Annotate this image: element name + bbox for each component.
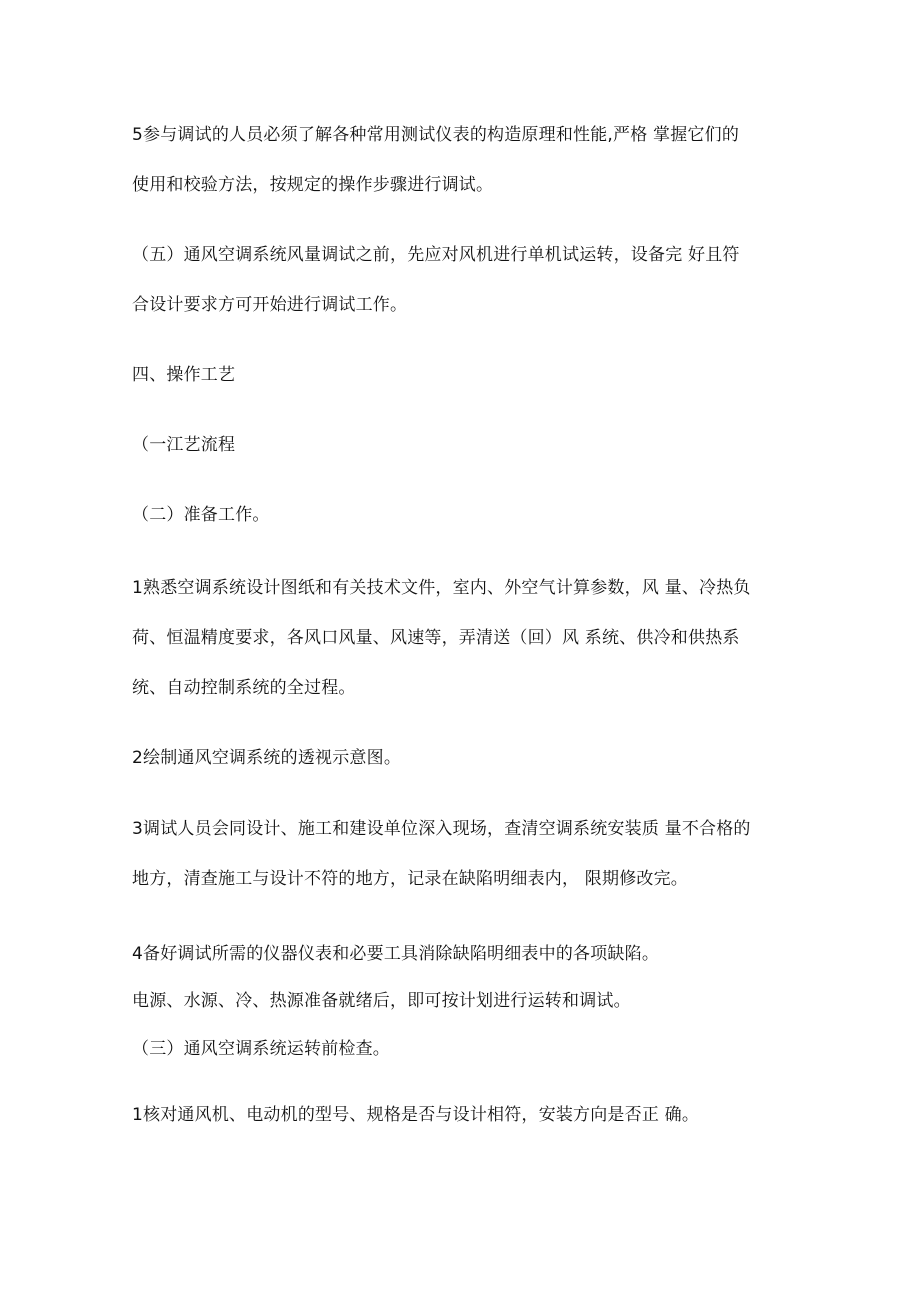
text-line: 3调试人员会同设计、施工和建设单位深入现场，查清空调系统安装质 量不合格的 — [132, 819, 751, 839]
text-line: 使用和校验方法，按规定的操作步骤进行调试。 — [132, 175, 494, 195]
text-line: （五）通风空调系统风量调试之前，先应对风机进行单机试运转，设备完 好且符 — [132, 245, 740, 265]
text-line: 5参与调试的人员必须了解各种常用测试仪表的构造原理和性能,严格 掌握它们的 — [132, 125, 740, 145]
text-line: 1核对通风机、电动机的型号、规格是否与设计相符，安装方向是否正 确。 — [132, 1105, 700, 1125]
text-line: 统、自动控制系统的全过程。 — [132, 678, 356, 698]
subsection-heading: （二）准备工作。 — [132, 505, 270, 525]
text-line: 2绘制通风空调系统的透视示意图。 — [132, 748, 402, 768]
text-line: 合设计要求方可开始进行调试工作。 — [132, 295, 408, 315]
text-line: 地方，清查施工与设计不符的地方，记录在缺陷明细表内， 限期修改完。 — [132, 869, 689, 889]
section-heading: 四、操作工艺 — [132, 365, 236, 385]
text-line: 电源、水源、冷、热源准备就绪后，即可按计划进行运转和调试。 — [132, 991, 631, 1011]
subsection-heading: （三）通风空调系统运转前检查。 — [132, 1039, 390, 1059]
text-line: 荷、恒温精度要求，各风口风量、风速等，弄清送（回）风 系统、供冷和供热系 — [132, 628, 740, 648]
text-line: 4备好调试所需的仪器仪表和必要工具消除缺陷明细表中的各项缺陷。 — [132, 944, 660, 964]
text-line: 1熟悉空调系统设计图纸和有关技术文件，室内、外空气计算参数，风 量、冷热负 — [132, 578, 751, 598]
subsection-heading: （一江艺流程 — [132, 435, 236, 455]
